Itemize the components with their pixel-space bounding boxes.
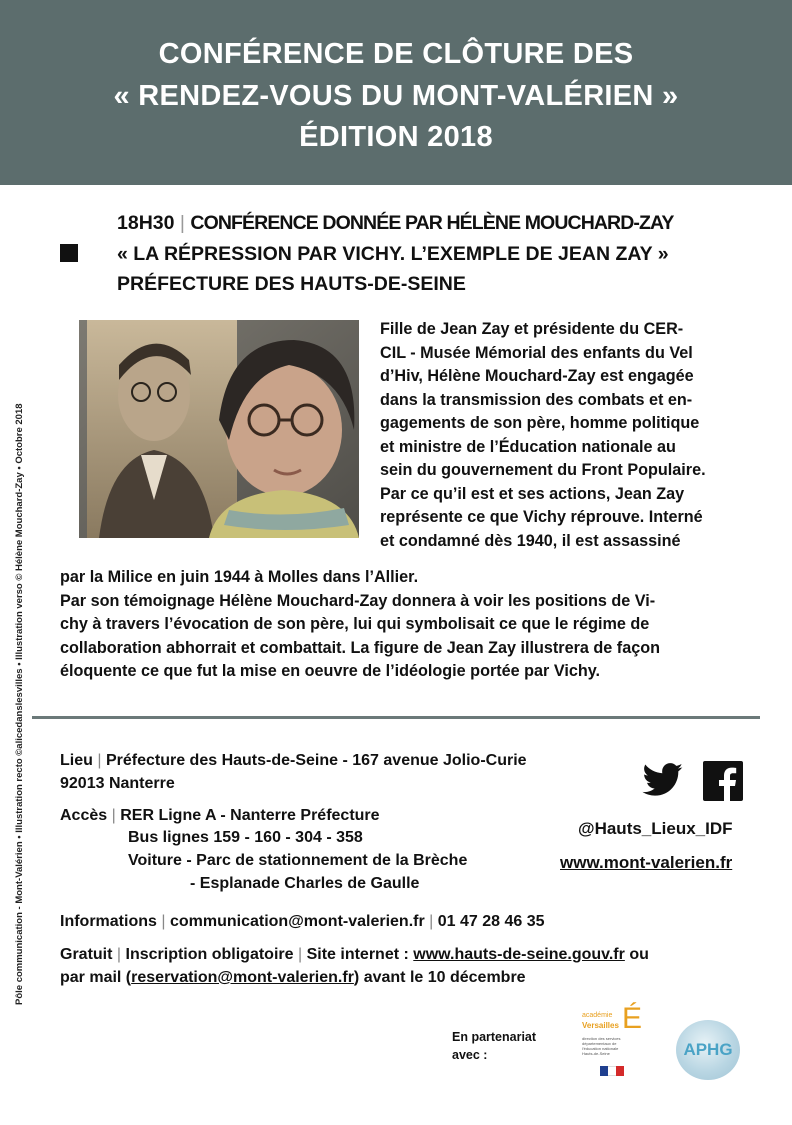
description-line: dans la transmission des combats et en- xyxy=(380,390,693,409)
description-line: éloquente ce que fut la mise en oeuvre de l’idéologie portée par Vichy. xyxy=(60,662,601,680)
academie-versailles-logo xyxy=(580,1000,650,1082)
social-handle[interactable]: @Hauts_Lieux_IDF xyxy=(578,819,733,838)
description-line: gagements de son père, homme politique xyxy=(380,414,700,432)
partners-label-line-2: avec : xyxy=(452,1048,488,1062)
acces-rer: RER Ligne A - Nanterre Préfecture xyxy=(120,807,380,824)
description-line: et ministre de l’Éducation nationale au xyxy=(380,437,676,456)
lieu-label: Lieu xyxy=(60,752,93,769)
description-line: Par ce qu’il est et ses actions, Jean Zay xyxy=(380,484,685,503)
event-title: CONFÉRENCE DONNÉE PAR HÉLÈNE MOUCHARD-ZAY xyxy=(190,212,674,234)
description-line: et condamné dès 1940, il est assassiné xyxy=(380,531,681,550)
facebook-icon[interactable] xyxy=(703,761,743,801)
partners-label-line-1: En partenariat xyxy=(452,1030,537,1044)
separator: | xyxy=(429,913,434,930)
academie-city: Versailles xyxy=(582,1021,619,1030)
ou-text: ou xyxy=(629,946,649,963)
event-venue: PRÉFECTURE DES HAUTS-DE-SEINE xyxy=(117,273,466,295)
section-divider xyxy=(32,716,760,719)
informations-label: Informations xyxy=(60,913,157,930)
bullet-square xyxy=(60,244,78,262)
description-line: par la Milice en juin 1944 à Molles dans l’Allier. xyxy=(60,568,419,586)
separator: | xyxy=(161,913,166,930)
reservation-email-link[interactable]: reservation@mont-valerien.fr xyxy=(131,969,354,986)
header-title-line-2: « RENDEZ-VOUS DU MONT-VALÉRIEN » xyxy=(113,80,679,112)
inscription-label: Inscription obligatoire xyxy=(125,946,294,963)
academie-subtitle: direction des services départementaux de l'éducation nationale Hauts-de-Seine xyxy=(582,1036,621,1056)
mont-valerien-site-link[interactable]: www.mont-valerien.fr xyxy=(560,853,733,872)
deadline-text: ) avant le 10 décembre xyxy=(353,969,526,986)
description-line: collaboration abhorrait et combattait. La figure de Jean Zay illustrera de façon xyxy=(60,638,660,657)
description-narrow xyxy=(380,318,758,553)
informations-line xyxy=(60,913,545,931)
acces-voiture: Voiture - Parc de stationnement de la Brèche xyxy=(128,852,468,869)
site-label: Site internet : xyxy=(306,946,409,963)
header-banner xyxy=(0,0,792,185)
description-wide xyxy=(60,566,758,684)
event-separator: | xyxy=(179,212,185,234)
separator: | xyxy=(116,946,122,963)
informations-email[interactable]: communication@mont-valerien.fr xyxy=(169,913,425,930)
partners-label xyxy=(452,1028,536,1064)
event-time: 18H30 xyxy=(117,212,175,234)
vertical-credit: Pôle communication - Mont-Valérien • Illustration recto ©alicedanslesvilles • Illustration verso © Hélène Mouchard-Zay • Octobre 2018 xyxy=(14,403,25,1005)
par-mail-text: par mail ( xyxy=(60,969,132,986)
informations-phone: 01 47 28 46 35 xyxy=(437,913,545,930)
acces-bus: Bus lignes 159 - 160 - 304 - 358 xyxy=(128,829,363,846)
description-line: Par son témoignage Hélène Mouchard-Zay donnera à voir les positions de Vi- xyxy=(60,591,656,610)
acces-esplanade: - Esplanade Charles de Gaulle xyxy=(190,875,420,892)
event-title-line xyxy=(117,212,674,235)
description-line: d’Hiv, Hélène Mouchard-Zay est engagée xyxy=(380,367,694,385)
header-title-line-3: ÉDITION 2018 xyxy=(299,121,493,153)
description-line: sein du gouvernement du Front Populaire. xyxy=(380,461,706,479)
description-line: CIL - Musée Mémorial des enfants du Vel xyxy=(380,343,693,362)
gratuit-line xyxy=(60,946,649,964)
acces-line xyxy=(60,807,380,825)
event-talk-title: « LA RÉPRESSION PAR VICHY. L’EXEMPLE DE JEAN ZAY » xyxy=(117,243,669,265)
separator: | xyxy=(111,807,116,824)
description-line: Fille de Jean Zay et présidente du CER- xyxy=(380,320,684,338)
speaker-photo xyxy=(79,320,359,538)
separator: | xyxy=(97,752,102,769)
french-flag-icon xyxy=(600,1066,624,1076)
description-line: chy à travers l’évocation de son père, lui qui symbolisait ce que le régime de xyxy=(60,615,650,633)
gratuit-label: Gratuit xyxy=(60,946,113,963)
header-title-line-1: CONFÉRENCE DE CLÔTURE DES xyxy=(158,38,634,70)
acces-label: Accès xyxy=(60,807,108,824)
aphg-text: APHG xyxy=(683,1040,733,1059)
academie-word: académie xyxy=(582,1012,613,1019)
twitter-icon[interactable] xyxy=(642,763,684,797)
academie-e-glyph: É xyxy=(622,1002,643,1035)
aphg-logo xyxy=(676,1020,740,1080)
description-line: représente ce que Vichy réprouve. Interné xyxy=(380,508,703,526)
lieu-line xyxy=(60,752,527,770)
separator: | xyxy=(297,946,303,963)
prefecture-site-link[interactable]: www.hauts-de-seine.gouv.fr xyxy=(413,946,625,963)
lieu-address: Préfecture des Hauts-de-Seine - 167 avenue Jolio-Curie xyxy=(105,752,527,769)
lieu-city: 92013 Nanterre xyxy=(60,775,175,792)
mail-line xyxy=(60,969,526,987)
